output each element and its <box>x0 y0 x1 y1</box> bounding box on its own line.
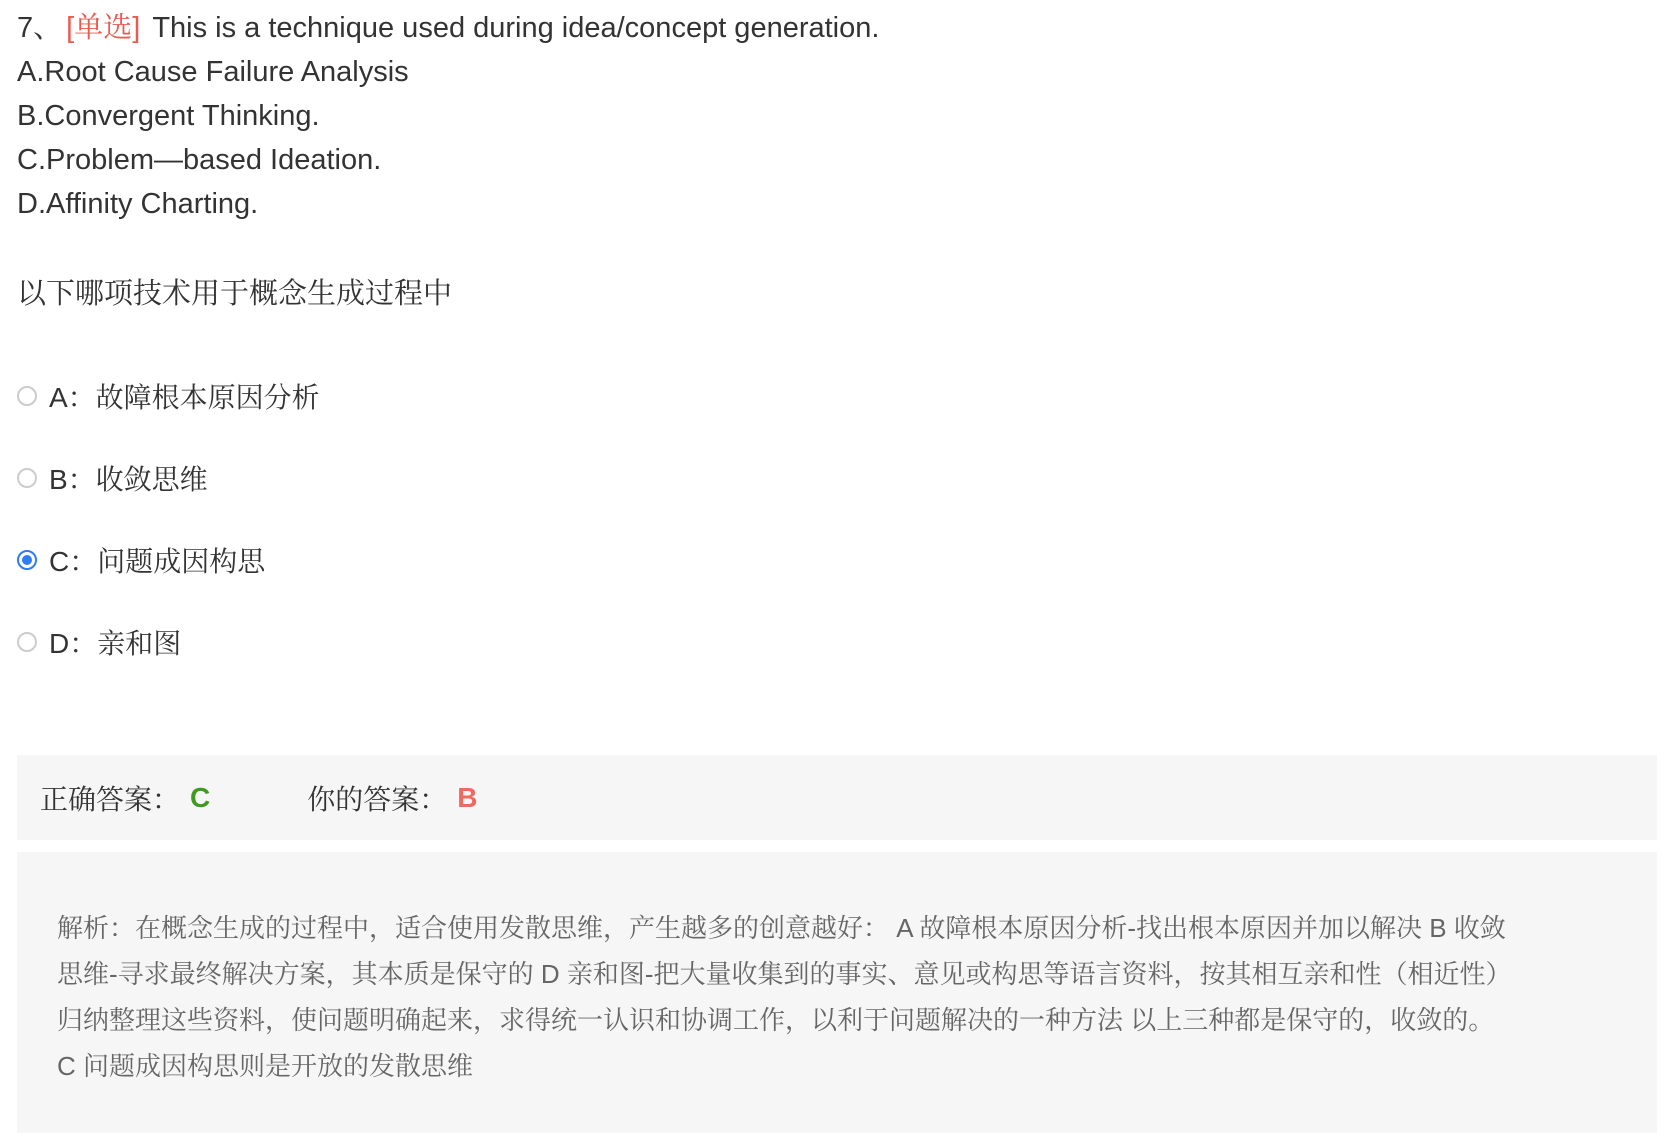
explanation-text: 解析：在概念生成的过程中，适合使用发散思维，产生越多的创意越好： A 故障根本原因分析-找出根本原因并加以解决 B 收敛思维-寻求最终解决方案，其本质是保守的 D 亲和图-把大量收集到的事实、意见或构思等语言资料，按其相互亲和性（相近性）归纳整理这些资料，使问题明确起来，求得统一认识和协调工作，以利于问题解决的一种方法 以上三种都是保守的，收敛的。 C 问题成因构思则是开放的发散思维 <box>57 913 1506 1081</box>
option-en-d: D.Affinity Charting. <box>17 188 259 220</box>
question-block <box>0 0 1674 316</box>
your-answer-value: B <box>457 781 478 813</box>
correct-answer-label: 正确答案： <box>40 783 181 815</box>
question-text-zh: 以下哪项技术用于概念生成过程中 <box>17 278 453 310</box>
question-number: 7、 <box>17 12 63 44</box>
correct-answer-value: C <box>190 781 211 813</box>
explanation-panel <box>17 852 1657 1133</box>
option-en-a: A.Root Cause Failure Analysis <box>17 56 409 88</box>
option-en-b: B.Convergent Thinking. <box>17 100 320 132</box>
question-type-tag: [单选] <box>66 12 141 44</box>
radio-icon[interactable] <box>17 468 37 488</box>
choice-row-d[interactable] <box>17 624 1657 660</box>
choice-row-c[interactable] <box>17 542 1657 578</box>
choice-label-d[interactable]: D：亲和图 <box>49 628 182 659</box>
answer-bar <box>17 755 1657 840</box>
choice-label-a[interactable]: A：故障根本原因分析 <box>49 382 320 413</box>
your-answer-label: 你的答案： <box>307 783 448 815</box>
radio-icon[interactable] <box>17 632 37 652</box>
choice-row-a[interactable] <box>17 378 1657 414</box>
choice-row-b[interactable] <box>17 460 1657 496</box>
radio-icon[interactable] <box>17 550 37 570</box>
choice-label-c[interactable]: C：问题成因构思 <box>49 546 266 577</box>
question-text-en: This is a technique used during idea/concept generation. <box>152 12 880 44</box>
question-title <box>17 6 1657 50</box>
option-en-c: C.Problem—based Ideation. <box>17 144 382 176</box>
radio-icon[interactable] <box>17 386 37 406</box>
choice-label-b[interactable]: B：收敛思维 <box>49 464 208 495</box>
choice-list <box>0 378 1674 660</box>
